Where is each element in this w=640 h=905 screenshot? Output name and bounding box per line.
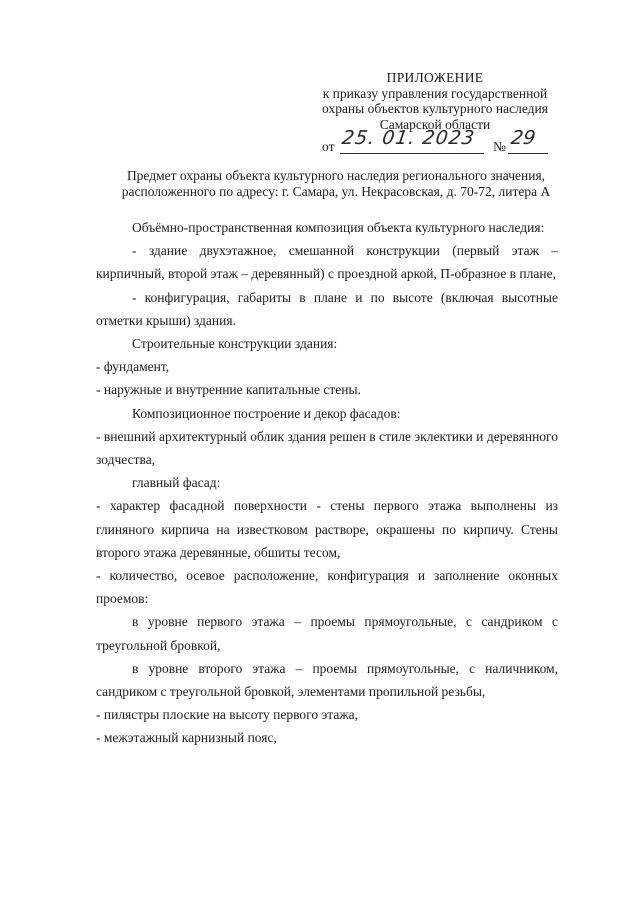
paragraph-pilasters: - пилястры плоские на высоту первого этажа, bbox=[96, 707, 359, 723]
paragraph-first-floor-openings: в уровне первого этажа – проемы прямоугольные, с сандриком с треугольной бровкой, bbox=[96, 614, 558, 653]
paragraph-foundation: - фундамент, bbox=[96, 359, 170, 375]
order-number-handwritten: 29 bbox=[509, 127, 537, 149]
paragraph-second-floor-openings: в уровне второго этажа – проемы прямоугольные, с наличником, сандриком с треугольной бровкой, элементами пропильной резьбы, bbox=[96, 660, 558, 700]
appendix-title: ПРИЛОЖЕНИЕ bbox=[386, 70, 484, 85]
paragraph-walls: - наружные и внутренние капитальные стены. bbox=[96, 382, 361, 398]
order-date-label: от bbox=[322, 139, 335, 154]
appendix-header bbox=[300, 70, 570, 155]
paragraph-configuration: - конфигурация, габариты в плане и по высоте (включая высотные отметки крыши) здания. bbox=[96, 289, 558, 328]
paragraph-facade-surface: - характер фасадной поверхности - стены первого этажа выполнены из глиняного кирпича на известковом растворе, окрашены по кирпичу. Стены второго этажа деревянные, обшиты тесом, bbox=[96, 498, 558, 560]
appendix-line-3: Самарской области bbox=[379, 116, 491, 132]
appendix-line-2: охраны объектов культурного наследия bbox=[322, 101, 548, 116]
paragraph-window-openings: - количество, осевое расположение, конфигурация и заполнение оконных проемов: bbox=[96, 568, 558, 607]
appendix-line-1: к приказу управления государственной bbox=[322, 85, 548, 101]
document-body bbox=[96, 216, 558, 750]
document-title bbox=[100, 168, 572, 199]
paragraph-composition-heading: Объёмно-пространственная композиция объекта культурного наследия: bbox=[132, 220, 545, 235]
paragraph-constructions-heading: Строительные конструкции здания: bbox=[132, 336, 338, 352]
paragraph-main-facade: главный фасад: bbox=[132, 475, 221, 491]
order-date-handwritten: 25. 01. 2023 bbox=[340, 127, 477, 149]
order-date-underline bbox=[340, 153, 484, 154]
paragraph-architectural-style: - внешний архитектурный облик здания решен в стиле эклектики и деревянного зодчества, bbox=[96, 428, 558, 468]
document-title-line-1: Предмет охраны объекта культурного наследия регионального значения, bbox=[126, 168, 546, 183]
order-date-number-line bbox=[300, 127, 570, 155]
paragraph-facades-heading: Композиционное построение и декор фасадов: bbox=[132, 405, 401, 421]
paragraph-cornice-belt: - межэтажный карнизный пояс, bbox=[96, 730, 277, 746]
document-title-line-2: расположенного по адресу: г. Самара, ул. Некрасовская, д. 70-72, литера А bbox=[121, 183, 551, 199]
paragraph-building-structure: - здание двухэтажное, смешанной конструкции (первый этаж – кирпичный, второй этаж – деревянный) с проездной аркой, П-образное в плане, bbox=[96, 243, 558, 282]
order-number-underline bbox=[508, 153, 548, 154]
order-number-sign: № bbox=[493, 139, 506, 154]
